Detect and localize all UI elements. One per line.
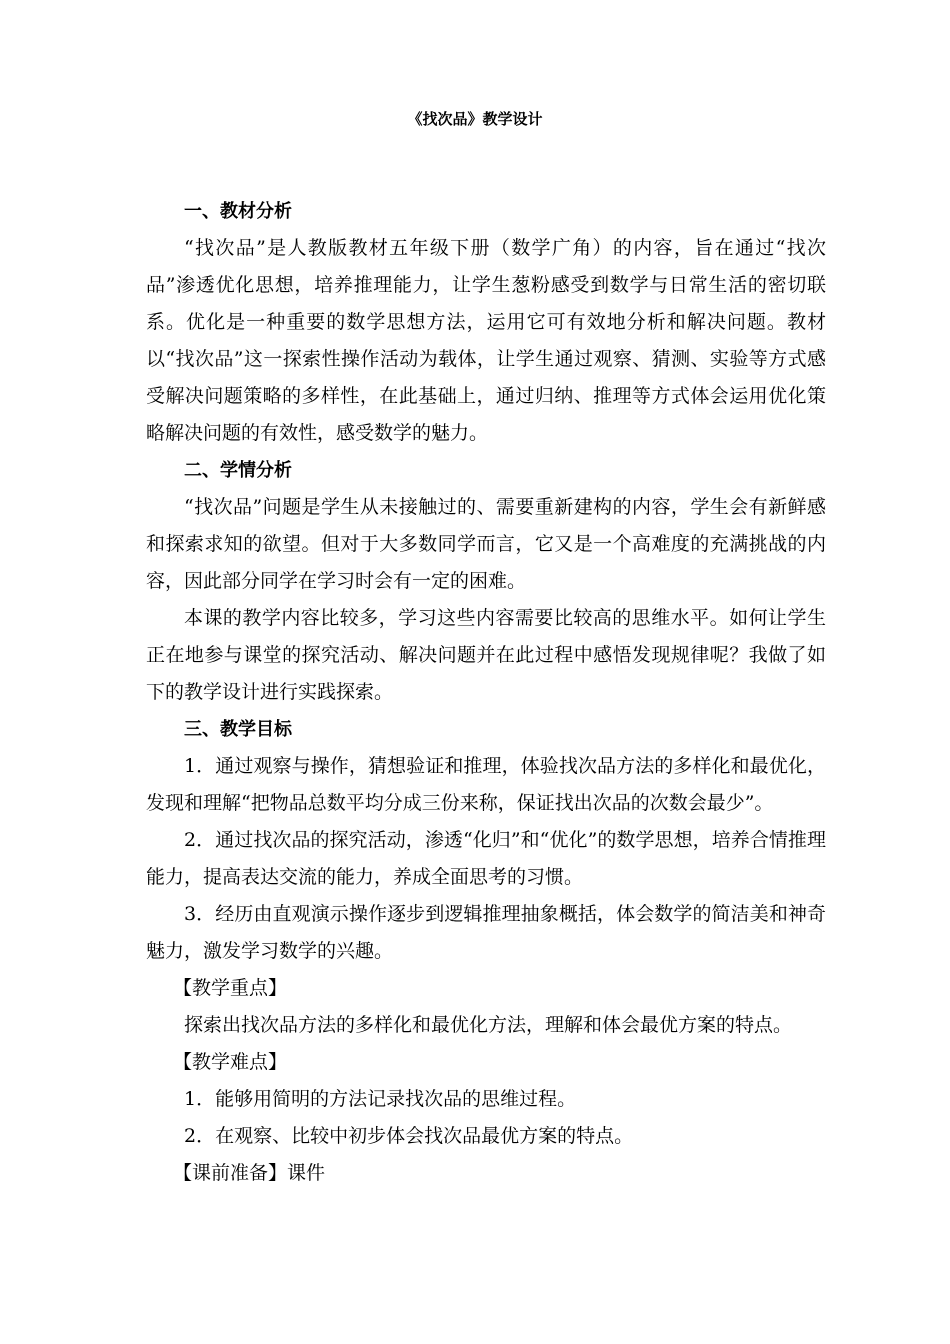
section-heading-student-analysis: 二、学情分析 — [184, 460, 292, 481]
preparation-line: 【课前准备】课件 — [173, 1162, 326, 1184]
document-title: 《找次品》教学设计 — [407, 110, 543, 128]
section-heading-textbook-analysis: 一、教材分析 — [184, 201, 292, 222]
student-analysis-paragraph-1: “找次品”问题是学生从未接触过的、需要重新建构的内容，学生会有新鲜感和探索求知的欲望。但对于大多数同学而言，它又是一个高难度的充满挑战的内容，因此部分同学在学习时会有一定的困难。 — [146, 496, 826, 592]
teaching-goal-3: 3．经历由直观演示操作逐步到逻辑推理抽象概括，体会数学的简洁美和神奇魅力，激发学习数学的兴趣。 — [146, 903, 826, 962]
key-points-label: 【教学重点】 — [173, 977, 288, 999]
document-body — [146, 193, 826, 1192]
section-heading-teaching-goals: 三、教学目标 — [184, 719, 292, 740]
teaching-goal-2: 2．通过找次品的探究活动，渗透“化归”和“优化”的数学思想，培养合情推理能力，提高表达交流的能力，养成全面思考的习惯。 — [146, 829, 826, 888]
key-points-text: 探索出找次品方法的多样化和最优化方法，理解和体会最优方案的特点。 — [184, 1014, 793, 1036]
difficulty-label: 【教学难点】 — [173, 1051, 288, 1073]
teaching-goal-1: 1．通过观察与操作，猜想验证和推理，体验找次品方法的多样化和最优化，发现和理解“把物品总数平均分成三份来称，保证找出次品的次数会最少”。 — [146, 755, 826, 814]
difficulty-item-2: 2．在观察、比较中初步体会找次品最优方案的特点。 — [184, 1125, 634, 1147]
student-analysis-paragraph-2: 本课的教学内容比较多，学习这些内容需要比较高的思维水平。如何让学生正在地参与课堂的探究活动、解决问题并在此过程中感悟发现规律呢？我做了如下的教学设计进行实践探索。 — [146, 607, 826, 703]
textbook-analysis-paragraph: “找次品”是人教版教材五年级下册（数学广角）的内容，旨在通过“找次品”渗透优化思想，培养推理能力，让学生葱粉感受到数学与日常生活的密切联系。优化是一种重要的数学思想方法，运用它可有效地分析和解决问题。教材以“找次品”这一探索性操作活动为载体，让学生通过观察、猜测、实验等方式感受解决问题策略的多样性，在此基础上，通过归纳、推理等方式体会运用优化策略解决问题的有效性，感受数学的魅力。 — [146, 237, 826, 444]
difficulty-item-1: 1．能够用简明的方法记录找次品的思维过程。 — [184, 1088, 577, 1110]
